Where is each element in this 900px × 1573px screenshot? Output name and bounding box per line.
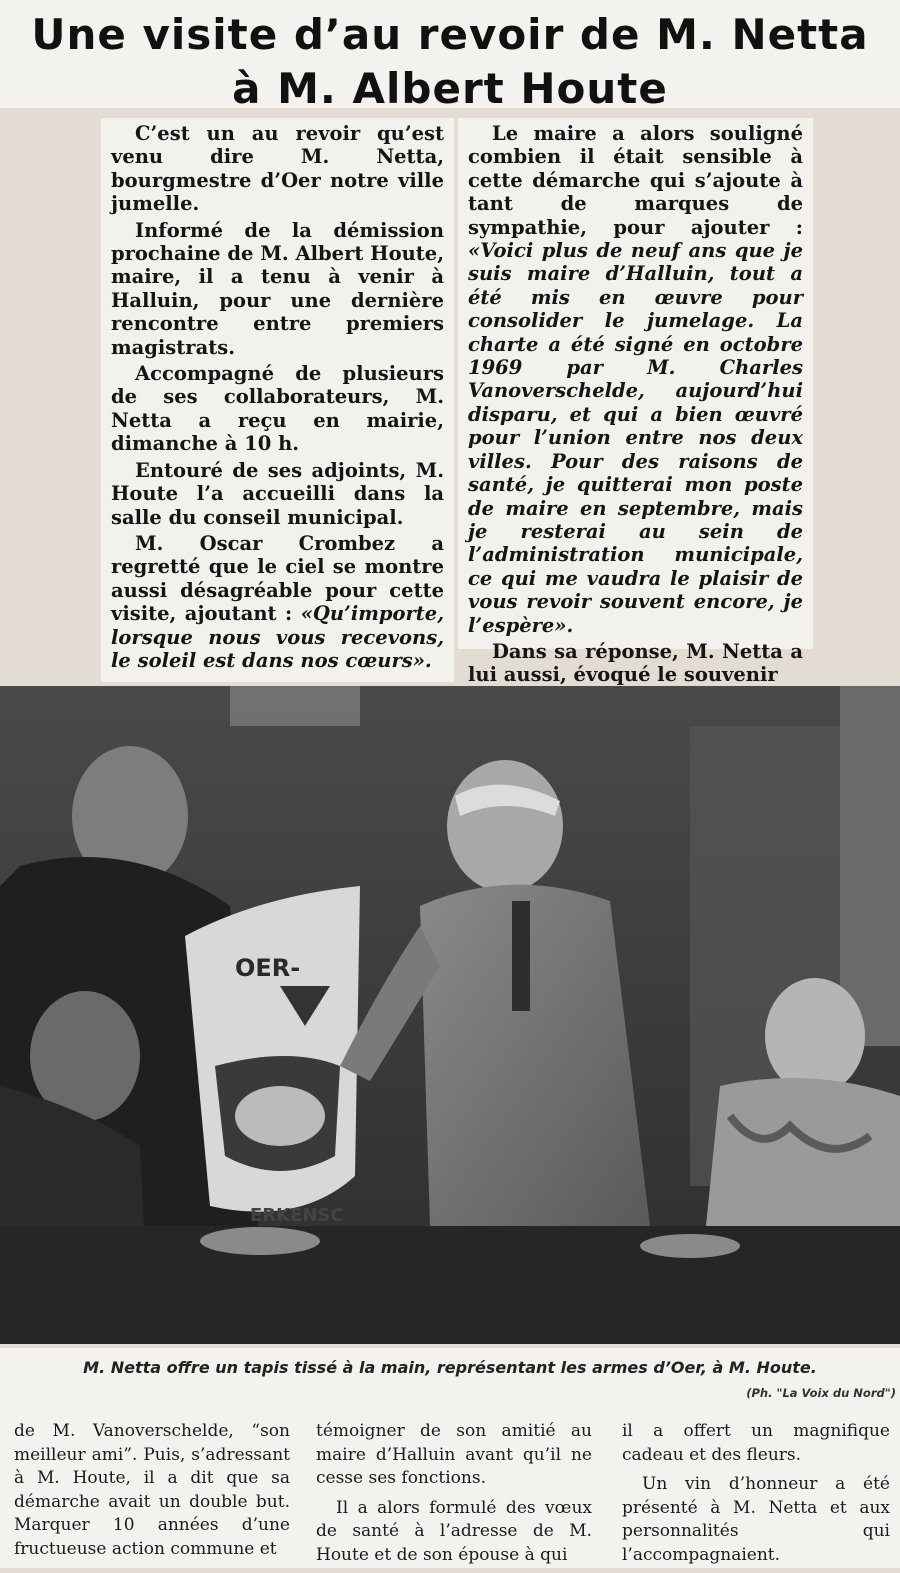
article-column-2	[458, 118, 813, 687]
continuation-column-1	[14, 1420, 290, 1567]
paragraph: Il a alors formulé des vœux de santé à l’adresse de M. Houte et de son épouse à qui	[316, 1497, 592, 1565]
paragraph: Un vin d’honneur a été présenté à M. Netta et aux personnalités qui l’accompagnaient.	[622, 1474, 890, 1565]
bowl	[640, 1234, 740, 1258]
paragraph: Informé de la démission prochaine de M. Albert Houte, maire, il a tenu à venir à Halluin, pour une dernière rencontre entre premiers magistrats.	[111, 218, 444, 359]
article-photo	[0, 686, 900, 1344]
bowl	[200, 1227, 320, 1255]
paragraph: témoigner de son amitié au maire d’Halluin avant qu’il ne cesse ses fonctions.	[316, 1421, 592, 1488]
article-continuation	[0, 1408, 900, 1568]
paragraph: de M. Vanoverschelde, “son meilleur ami”. Puis, s’adressant à M. Houte, il a dit que sa démarche avait un double but. Marquer 10 années d’une fructueuse action commune et	[14, 1421, 290, 1559]
paragraph	[468, 122, 803, 637]
photo-credit: (Ph. "La Voix du Nord")	[746, 1386, 896, 1400]
quote: «Voici plus de neuf ans que je suis maire d’Halluin, tout a été mis en œuvre pour consolider le jumelage. La charte a été signé en octobre 1969 par M. Charles Vanoverschelde, aujourd’hui disparu, et qui a bien œuvré pour l’union entre nos deux villes. Pour des raisons de santé, je quitterai mon poste de maire en septembre, mais je resterai au sein de l’administration municipale, ce qui me vaudra le plaisir de vous revoir souvent encore, je l’espère».	[468, 239, 803, 637]
headline-line-1: Une visite d’au revoir de M. Netta	[31, 10, 869, 59]
paragraph: C’est un au revoir qu’est venu dire M. Netta, bourgmestre d’Oer notre ville jumelle.	[111, 122, 444, 216]
paragraph-text: M. Oscar Crombez a regretté que le ciel se montre aussi désagréable pour cette visite, ajoutant :	[111, 531, 444, 626]
headline-title	[0, 0, 900, 116]
banner-bottom-text: ERKENSC	[250, 1205, 344, 1226]
paragraph: Accompagné de plusieurs de ses collaborateurs, M. Netta a reçu en mairie, dimanche à 10 h.	[111, 362, 444, 456]
paragraph	[111, 532, 444, 672]
banner-text: OER-	[235, 954, 301, 982]
continuation-column-3	[622, 1420, 890, 1573]
paragraph: Dans sa réponse, M. Netta a lui aussi, évoqué le souvenir	[468, 639, 803, 687]
caption-text: M. Netta offre un tapis tissé à la main, représentant les armes d’Oer, à M. Houte.	[83, 1358, 817, 1377]
photo-illustration	[0, 686, 900, 1344]
paragraph-text: Le maire a alors souligné combien il était sensible à cette démarche qui s’ajoute à tant de marques de sympathie, pour ajouter :	[468, 122, 803, 239]
chandelier	[230, 686, 360, 726]
quote: «Qu’importe, lorsque nous vous recevons, le soleil est dans nos cœurs».	[111, 602, 444, 672]
headline	[0, 0, 900, 113]
headline-line-2: à M. Albert Houte	[232, 64, 668, 113]
continuation-column-2	[316, 1420, 592, 1573]
paragraph: il a offert un magnifique cadeau et des fleurs.	[622, 1421, 890, 1465]
paragraph: Entouré de ses adjoints, M. Houte l’a accueilli dans la salle du conseil municipal.	[111, 458, 444, 529]
table	[0, 1226, 900, 1344]
window	[840, 686, 900, 1046]
photo-caption	[0, 1348, 900, 1408]
article-column-1	[101, 118, 454, 682]
coat-of-arms-banner	[185, 886, 360, 1226]
tie	[512, 901, 530, 1011]
